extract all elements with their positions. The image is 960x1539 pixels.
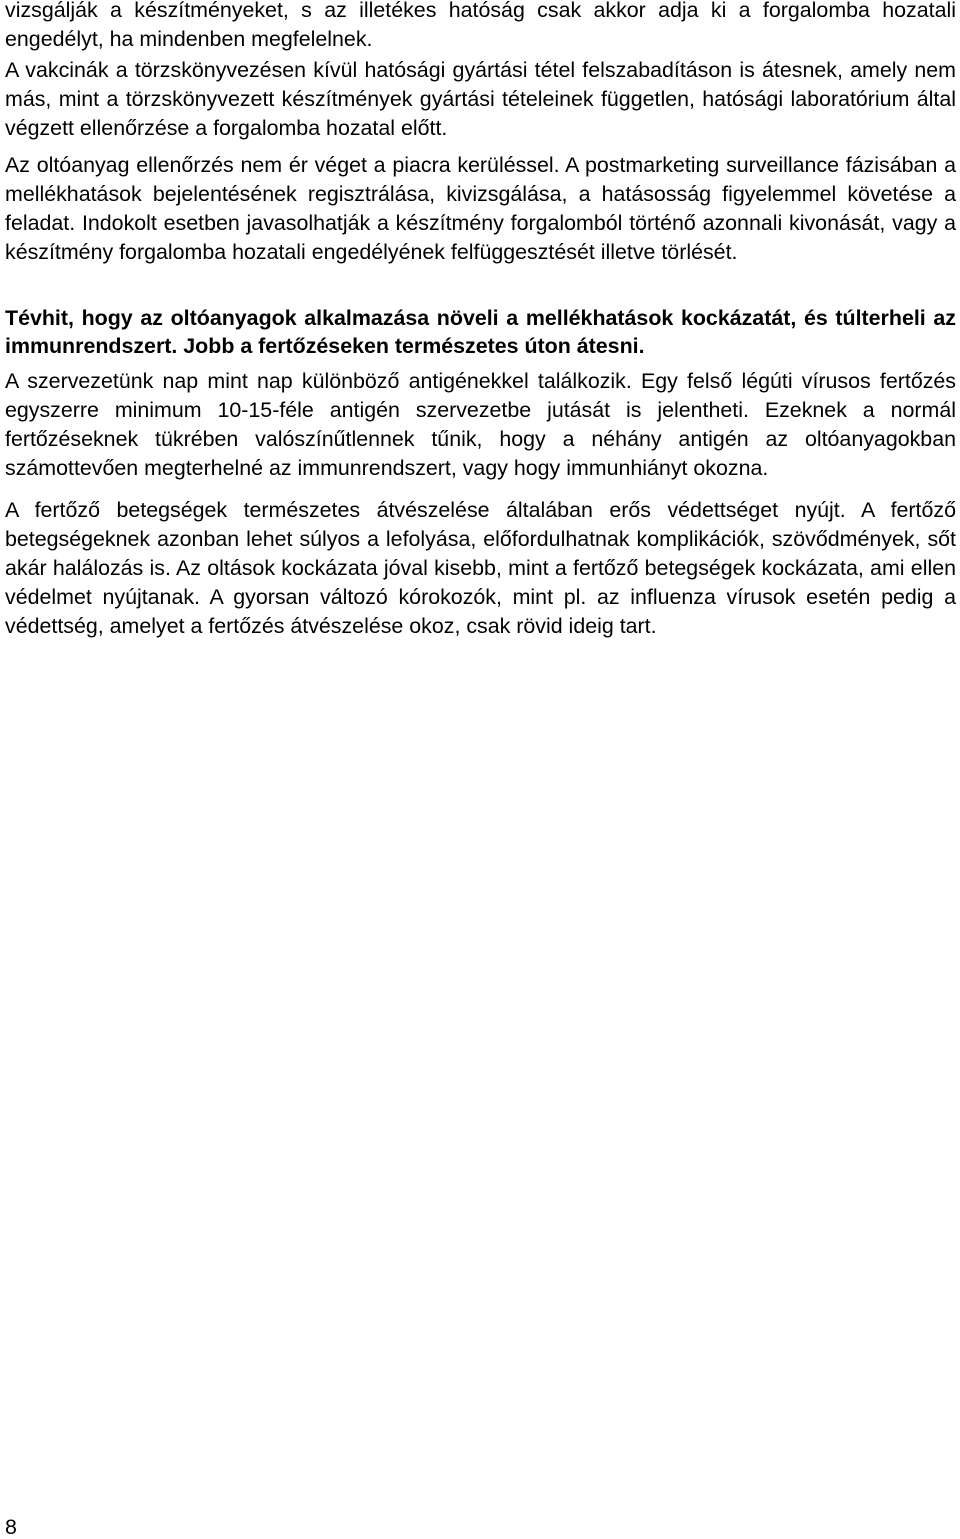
document-page: [5, 0, 956, 641]
paragraph-antigens: A szervezetünk nap mint nap különböző antigénekkel találkozik. Egy felső légúti vírusos fertőzés egyszerre minimum 10-15-féle antigén szervezetbe jutását is jelentheti. Ezeknek a normál fertőzéseknek tükrében valószínűtlennek tűnik, hogy a néhány antigén az oltóanyagokban számottevően megterhelné az immunrendszert, vagy hogy immunhiányt okozna.: [5, 369, 956, 480]
myth-heading: Tévhit, hogy az oltóanyagok alkalmazása növeli a mellékhatások kockázatát, és túlterheli az immunrendszert. Jobb a fertőzéseken természetes úton átesni.: [5, 306, 956, 358]
paragraph-batch-release: A vakcinák a törzskönyvezésen kívül hatósági gyártási tétel felszabadításon is átesnek, amely nem más, mint a törzskönyvezett készítmények gyártási tételeinek független, hatósági laboratórium által végzett ellenőrzése a forgalomba hozatal előtt.: [5, 58, 956, 140]
paragraph-approval-intro: vizsgálják a készítményeket, s az illetékes hatóság csak akkor adja ki a forgalomba hozatali engedélyt, ha mindenben megfelelnek.: [5, 0, 956, 51]
paragraph-natural-immunity: A fertőző betegségek természetes átvészelése általában erős védettséget nyújt. A fertőző betegségeknek azonban lehet súlyos a lefolyása, előfordulhatnak komplikációk, szövődmények, sőt akár halálozás is. Az oltások kockázata jóval kisebb, mint a fertőző betegségek kockázata, ami ellen védelmet nyújtanak. A gyorsan változó kórokozók, mint pl. az influenza vírusok esetén pedig a védettség, amelyet a fertőzés átvészelése okoz, csak rövid ideig tart.: [5, 498, 956, 638]
page-number: 8: [5, 1515, 17, 1539]
paragraph-postmarketing: Az oltóanyag ellenőrzés nem ér véget a piacra kerüléssel. A postmarketing surveillance fázisában a mellékhatások bejelentésének regisztrálása, kivizsgálása, a hatásosság figyelemmel követése a feladat. Indokolt esetben javasolhatják a készítmény forgalomból történő azonnali kivonását, vagy a készítmény forgalomba hozatali engedélyének felfüggesztését illetve törlését.: [5, 153, 956, 264]
